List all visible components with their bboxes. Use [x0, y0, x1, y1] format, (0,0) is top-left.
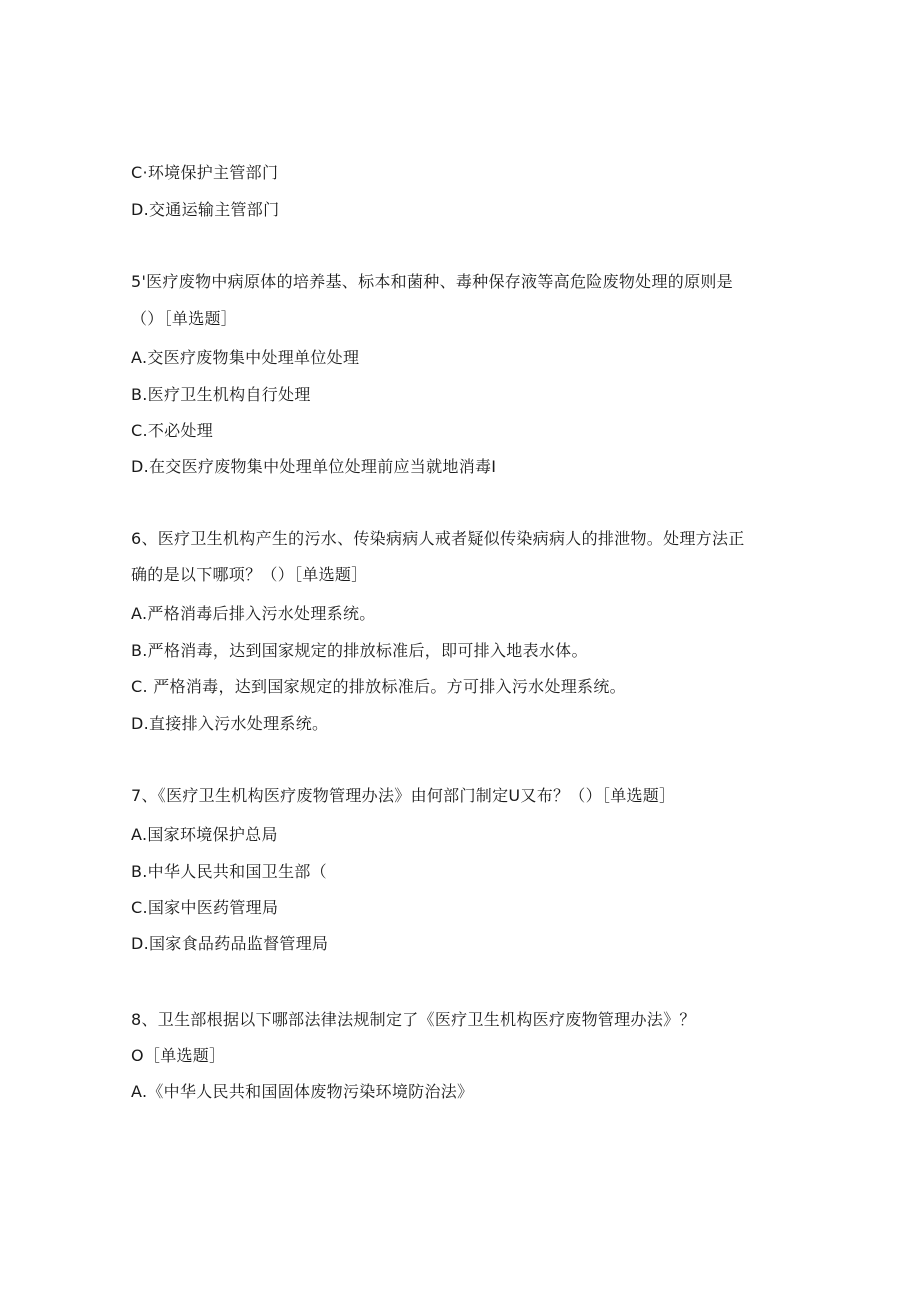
- option-c: C·环境保护主管部门: [131, 163, 279, 182]
- option-a: A.国家环境保护总局: [131, 825, 278, 844]
- option-b: B.医疗卫生机构自行处理: [131, 385, 311, 404]
- question-stem: 7、《医疗卫生机构医疗废物管理办法》由何部门制定U又布？（）［单选题］: [131, 786, 676, 805]
- option-d: D.交通运输主管部门: [131, 200, 280, 219]
- option-a: A.《中华人民共和国固体废物污染环境防治法》: [131, 1082, 474, 1101]
- option-d: D.在交医疗废物集中处理单位处理前应当就地消毒I: [131, 457, 497, 476]
- question-stem-cont: 确的是以下哪项？（）［单选题］: [131, 565, 368, 584]
- question-stem-cont: （）［单选题］: [131, 309, 238, 328]
- option-c: C.国家中医药管理局: [131, 898, 279, 917]
- question-stem-cont: O［单选题］: [131, 1046, 226, 1065]
- question-stem: 6、医疗卫生机构产生的污水、传染病病人戒者疑似传染病病人的排泄物。处理方法正: [131, 529, 745, 548]
- option-a: A.交医疗废物集中处理单位处理: [131, 348, 360, 367]
- option-b: B.中华人民共和国卫生部（: [131, 862, 327, 881]
- option-c: C. 严格消毒，达到国家规定的排放标准后。方可排入污水处理系统。: [131, 677, 626, 696]
- question-stem: 5'医疗废物中病原体的培养基、标本和菌种、毒种保存液等高危险废物处理的原则是: [131, 272, 733, 291]
- option-a: A.严格消毒后排入污水处理系统。: [131, 604, 376, 623]
- option-d: D.国家食品药品监督管理局: [131, 934, 329, 953]
- option-c: C.不必处理: [131, 421, 214, 440]
- option-d: D.直接排入污水处理系统。: [131, 714, 329, 733]
- option-b: B.严格消毒，达到国家规定的排放标准后，即可排入地表水体。: [131, 641, 588, 660]
- question-stem: 8、卫生部根据以下哪部法律法规制定了《医疗卫生机构医疗废物管理办法》？: [131, 1010, 696, 1029]
